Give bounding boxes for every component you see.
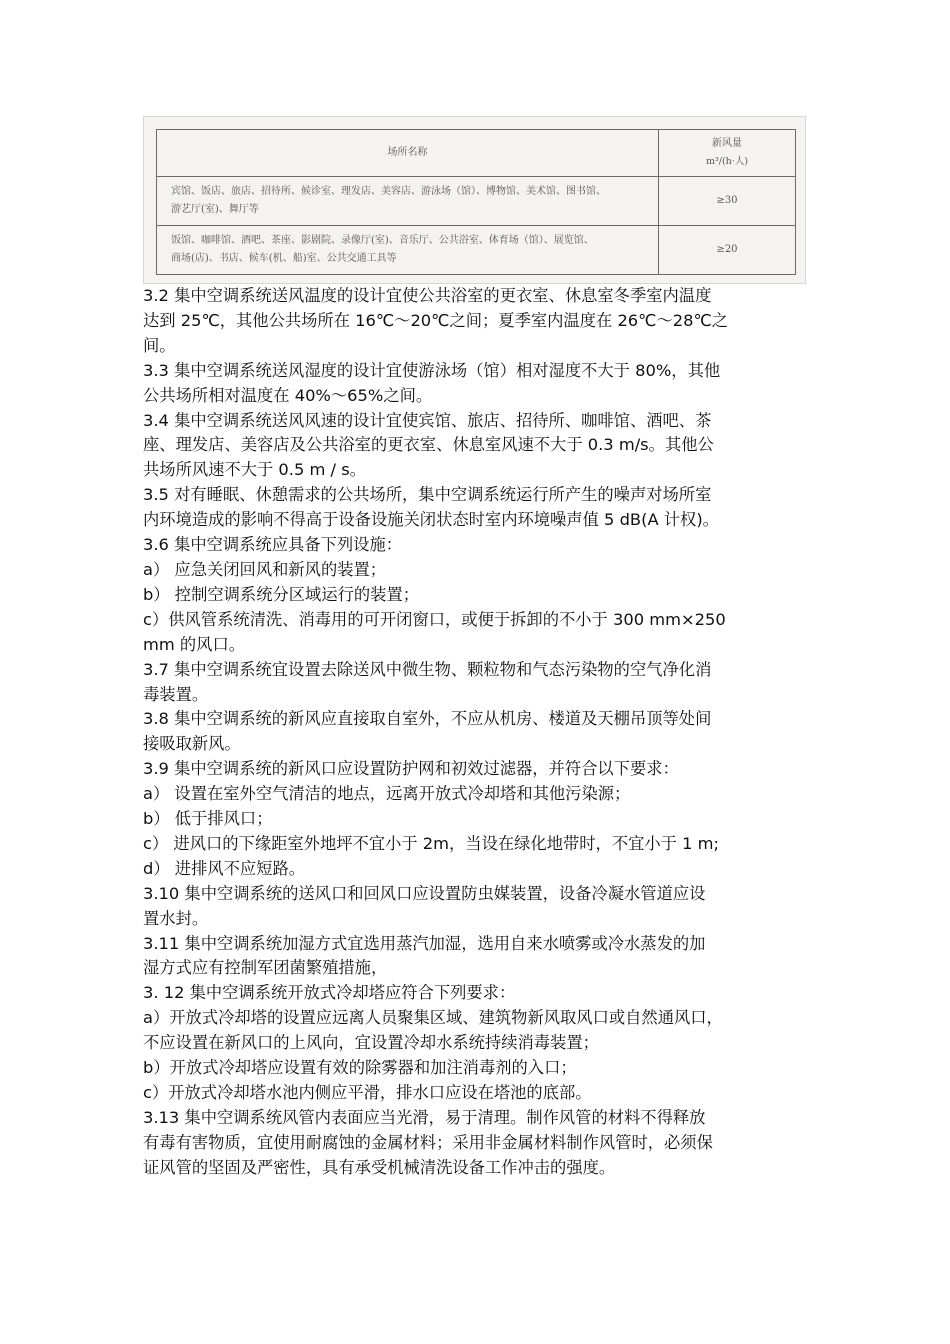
text-line: 不应设置在新风口的上风向，宜设置冷却水系统持续消毒装置；	[143, 1033, 599, 1053]
text-line: 间。	[143, 335, 176, 355]
text-line: 置水封。	[143, 908, 209, 928]
text-line: 接吸取新风。	[143, 734, 241, 754]
fresh-air-table	[156, 129, 796, 275]
table-row	[157, 226, 796, 275]
text-line: 达到 25℃，其他公共场所在 16℃～20℃之间；夏季室内温度在 26℃～28℃之	[143, 310, 729, 330]
row-fresh-air-value: ≥30	[659, 177, 796, 226]
text-line: 3.9 集中空调系统的新风口应设置防护网和初效过滤器，并符合以下要求：	[143, 759, 679, 779]
text-line: a）开放式冷却塔的设置应远离人员聚集区域、建筑物新风取风口或自然通风口，	[143, 1008, 723, 1028]
table-row	[157, 177, 796, 226]
text-line: d） 进排风不应短路。	[143, 858, 306, 878]
row-place-line: 游艺厅(室)、舞厅等	[171, 204, 259, 215]
scanned-table-image	[143, 116, 806, 284]
document-body	[143, 284, 811, 1181]
text-line: 3.10 集中空调系统的送风口和回风口应设置防虫媒装置，设备冷凝水管道应设	[143, 883, 706, 903]
text-line: 湿方式应有控制军团菌繁殖措施，	[143, 958, 388, 978]
text-line: 3.6 集中空调系统应具备下列设施：	[143, 535, 403, 555]
text-line: b） 控制空调系统分区域运行的装置；	[143, 584, 420, 604]
text-line: 有毒有害物质，宜使用耐腐蚀的金属材料；采用非金属材料制作风管时，必须保	[143, 1132, 713, 1152]
text-line: 3.13 集中空调系统风管内表面应当光滑，易于清理。制作风管的材料不得释放	[143, 1107, 706, 1127]
row-place-list	[157, 177, 659, 226]
text-line: c）供风管系统清洗、消毒用的可开闭窗口，或便于拆卸的不小于 300 mm×250	[143, 609, 726, 629]
row-place-list	[157, 226, 659, 275]
row-place-line: 宾馆、饭店、旅店、招待所、候诊室、理发店、美容店、游泳场（馆）、博物馆、美术馆、图书馆、	[171, 186, 606, 197]
table-header-row	[157, 130, 796, 177]
text-line: c） 进风口的下缘距室外地坪不宜小于 2m，当设在绿化地带时，不宜小于 1 m;	[143, 833, 720, 853]
text-line: 3.8 集中空调系统的新风应直接取自室外，不应从机房、楼道及天棚吊顶等处间	[143, 709, 712, 729]
text-line: a） 设置在室外空气清洁的地点，远离开放式冷却塔和其他污染源；	[143, 784, 631, 804]
text-line: b） 低于排风口；	[143, 809, 273, 829]
text-line: 公共场所相对温度在 40%～65%之间。	[143, 385, 433, 405]
text-line: 证风管的坚固及严密性，具有承受机械清洗设备工作冲击的强度。	[143, 1157, 616, 1177]
header-fresh-air-label: 新风量	[712, 138, 742, 149]
text-line: 座、理发店、美容店及公共浴室的更衣室、休息室风速不大于 0.3 m/s。其他公	[143, 435, 714, 455]
text-line: 内环境造成的影响不得高于设备设施关闭状态时室内环境噪声值 5 dB(A 计权)。	[143, 510, 719, 530]
text-line: a） 应急关闭回风和新风的装置；	[143, 559, 387, 579]
header-fresh-air	[659, 130, 796, 177]
text-line: 3.7 集中空调系统宜设置去除送风中微生物、颗粒物和气态污染物的空气净化消	[143, 659, 712, 679]
text-line: 3.11 集中空调系统加湿方式宜选用蒸汽加湿，选用自来水喷雾或冷水蒸发的加	[143, 933, 706, 953]
row-fresh-air-value: ≥20	[659, 226, 796, 275]
row-place-line: 商场(店)、书店、候车(机、船)室、公共交通工具等	[171, 253, 397, 264]
text-line: 3. 12 集中空调系统开放式冷却塔应符合下列要求：	[143, 983, 516, 1003]
text-line: mm 的风口。	[143, 634, 246, 654]
header-unit: m³/(h·人)	[705, 156, 749, 167]
text-line: 共场所风速不大于 0.5 m / s。	[143, 460, 366, 480]
text-line: 3.3 集中空调系统送风湿度的设计宜使游泳场（馆）相对湿度不大于 80%，其他	[143, 360, 721, 380]
text-line: c）开放式冷却塔水池内侧应平滑，排水口应设在塔池的底部。	[143, 1083, 592, 1102]
text-line: 毒装置。	[143, 684, 209, 704]
text-line: 3.2 集中空调系统送风温度的设计宜使公共浴室的更衣室、休息室冬季室内温度	[143, 286, 712, 305]
header-place-name: 场所名称	[157, 130, 659, 177]
row-place-line: 饭馆、咖啡馆、酒吧、茶座、影剧院、录像厅(室)、音乐厅、公共浴室、体育场（馆）、展览馆、	[171, 235, 594, 246]
text-line: b）开放式冷却塔应设置有效的除雾器和加注消毒剂的入口；	[143, 1058, 577, 1078]
text-line: 3.4 集中空调系统送风风速的设计宜使宾馆、旅店、招待所、咖啡馆、酒吧、茶	[143, 410, 712, 430]
text-line: 3.5 对有睡眠、休憩需求的公共场所，集中空调系统运行所产生的噪声对场所室	[143, 485, 712, 505]
